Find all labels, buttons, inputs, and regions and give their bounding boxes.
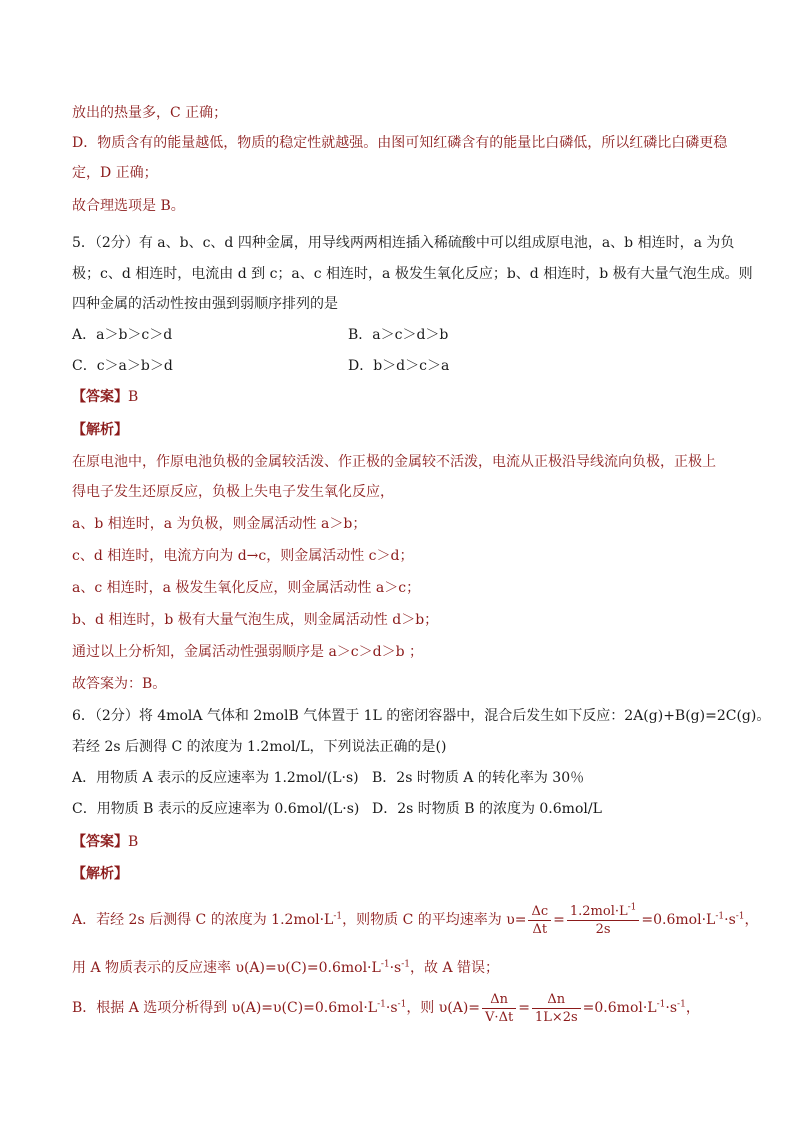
q5-option-d: D．b＞d＞c＞a [348,358,450,374]
fraction-numerator: Δc [528,903,551,921]
answer-value: B [128,834,139,850]
q6-answer [72,832,138,852]
q6-explanation-formula-a [72,900,759,940]
q6-option-b: B．2s 时物质 A 的转化率为 30％ [372,770,585,786]
fraction-numerator: Δn [532,991,581,1009]
text-segment: ，则 υ(A)= [406,1000,481,1016]
answer-tag: 【答案】 [72,834,128,850]
q5-stem: 极；c、d 相连时，电流由 d 到 c；a、c 相连时，a 极发生氧化反应；b、d 相连时，b 极有大量气泡生成。则 [72,266,753,282]
fraction-denominator: 1L×2s [534,1009,578,1025]
q5-stem: 四种金属的活动性按由强到弱顺序排列的是 [72,296,338,312]
q5-option-c: C．c＞a＞b＞d [72,358,173,374]
text-segment: ·s [389,960,402,976]
superscript: -1 [397,999,407,1010]
fraction-denominator: V·Δt [485,1009,514,1025]
text-segment: = [518,1000,530,1016]
prev-explanation-line: 放出的热量多，C 正确； [72,105,228,121]
q5-stem: 5．（2分）有 a、b、c、d 四种金属，用导线两两相连插入稀硫酸中可以组成原电池，a、b 相连时，a 为负 [72,235,735,251]
q6-stem: 6．（2分）将 4molA 气体和 2molB 气体置于 1L 的密闭容器中，混合后发生如下反应：2A(g)+B(g)=2C(g)。 [72,708,771,724]
fraction-denominator: Δt [532,921,548,937]
superscript: -1 [735,911,745,922]
superscript: -1 [656,999,666,1010]
superscript: -1 [377,999,386,1010]
q5-option-a: A．a＞b＞c＞d [72,327,173,343]
text-segment: ，则物质 C 的平均速率为 υ= [342,912,527,928]
fraction [528,903,551,938]
q5-explanation-line: 通过以上分析知，金属活动性强弱顺序是 a＞c＞d＞b ； [72,644,424,660]
q6-explanation-line [72,958,499,978]
text-segment: A．若经 2s 后测得 C 的浓度为 1.2mol·L [72,912,334,928]
fraction-denominator: 2s [595,921,611,937]
text-segment: 用 A 物质表示的反应速率 υ(A)=υ(C)=0.6mol·L [72,960,381,976]
q6-option-c: C．用物质 B 表示的反应速率为 0.6mol/(L·s) [72,801,360,817]
fraction-numerator: Δn [482,991,516,1009]
q6-analysis-tag: 【解析】 [72,866,128,882]
q6-option-d: D．2s 时物质 B 的浓度为 0.6mol/L [372,801,602,817]
text-segment: ·s [385,1000,398,1016]
fraction [567,903,640,938]
q5-explanation-line: 得电子发生还原反应，负极上失电子发生氧化反应， [72,484,394,500]
text-segment: =0.6mol·L [641,912,716,928]
prev-explanation-line: 定，D 正确； [72,165,158,181]
text-segment: ，故 A 错误； [410,960,500,976]
answer-value: B [128,389,139,405]
fraction [482,991,516,1026]
q5-explanation-line: b、d 相连时，b 极有大量气泡生成，则金属活动性 d＞b； [72,612,439,628]
superscript: -1 [333,911,343,922]
text-segment: B．根据 A 选项分析得到 υ(A)=υ(C)=0.6mol·L [72,1000,378,1016]
superscript: -1 [380,959,390,970]
q6-stem: 若经 2s 后测得 C 的浓度为 1.2mol/L，下列说法正确的是() [72,739,447,755]
q5-explanation-line: 在原电池中，作原电池负极的金属较活泼、作正极的金属较不活泼，电流从正极沿导线流向负极，正极上 [72,454,716,470]
answer-tag: 【答案】 [72,389,128,405]
text-segment: ·s [724,912,736,928]
text-segment: =0.6mol·L [582,1000,657,1016]
superscript: -1 [677,999,686,1010]
text-segment: 1.2mol·L [569,903,628,919]
text-segment: ， [685,1000,700,1016]
superscript: -1 [715,911,725,922]
prev-explanation-line: D．物质含有的能量越低，物质的稳定性就越强。由图可知红磷含有的能量比白磷低，所以红磷比白磷更稳 [72,135,728,151]
fraction [532,991,581,1026]
q5-answer [72,387,138,407]
q5-explanation-line: a、b 相连时，a 为负极，则金属活动性 a＞b； [72,516,367,532]
text-segment: ·s [665,1000,678,1016]
q6-option-a: A．用物质 A 表示的反应速率为 1.2mol/(L·s) [72,770,359,786]
text-segment: ， [744,912,759,928]
superscript: -1 [627,902,637,913]
q5-explanation-line: 故答案为：B。 [72,676,167,692]
q6-explanation-formula-b [72,988,700,1028]
q5-option-b: B．a＞c＞d＞b [348,327,449,343]
text-segment: = [553,912,565,928]
fraction-numerator [567,903,640,921]
q5-analysis-tag: 【解析】 [72,422,128,438]
q5-explanation-line: a、c 相连时，a 极发生氧化反应，则金属活动性 a＞c； [72,580,421,596]
prev-explanation-line: 故合理选项是 B。 [72,198,185,214]
superscript: -1 [401,959,411,970]
q5-explanation-line: c、d 相连时，电流方向为 d→c，则金属活动性 c＞d； [72,548,414,564]
